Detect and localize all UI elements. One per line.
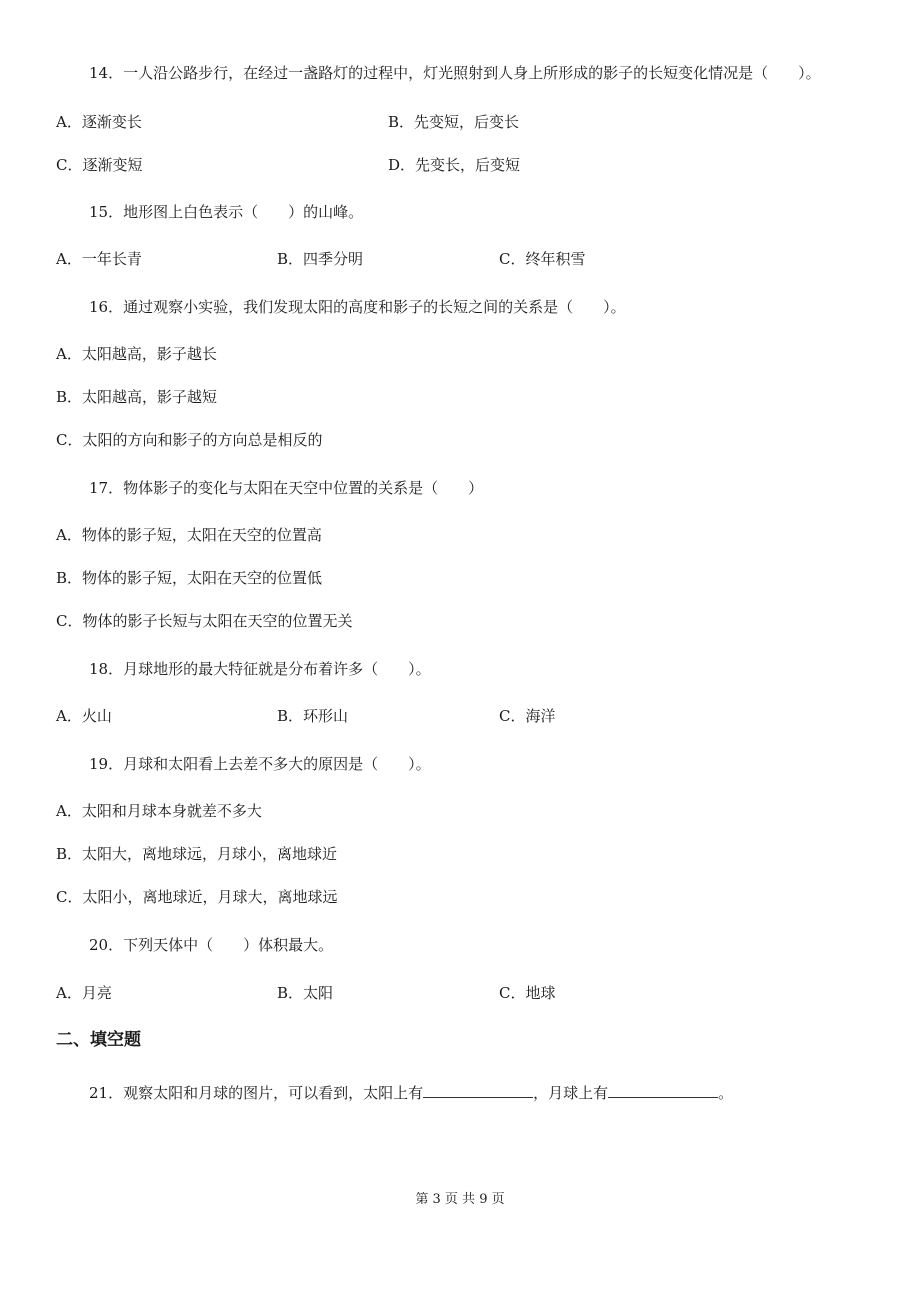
answer-blank-moon[interactable] — [608, 1083, 718, 1098]
page-number-footer: 第 3 页 共 9 页 — [415, 1192, 505, 1207]
question-16-stem: 16．通过观察小实验，我们发现太阳的高度和影子的长短之间的关系是（ ）。 — [89, 298, 626, 316]
question-20-option-a: A．月亮 — [56, 984, 112, 1002]
question-19-option-c: C．太阳小，离地球近，月球大，离地球远 — [56, 888, 338, 906]
question-14-stem: 14．一人沿公路步行，在经过一盏路灯的过程中，灯光照射到人身上所形成的影子的长短变化情况是（ ）。 — [89, 64, 821, 82]
question-17-option-c: C．物体的影子长短与太阳在天空的位置无关 — [56, 612, 353, 630]
question-14-option-d: D．先变长，后变短 — [388, 156, 521, 174]
question-18-stem: 18．月球地形的最大特征就是分布着许多（ ）。 — [89, 660, 431, 678]
question-17-stem: 17．物体影子的变化与太阳在天空中位置的关系是（ ） — [89, 479, 484, 497]
answer-blank-sun[interactable] — [423, 1083, 533, 1098]
section-title-fill-in-blank: 二、填空题 — [56, 1030, 141, 1050]
question-20-option-b: B．太阳 — [277, 984, 334, 1002]
question-14-option-a: A．逐渐变长 — [56, 113, 142, 131]
question-20-stem: 20．下列天体中（ ）体积最大。 — [89, 936, 334, 954]
question-18-option-b: B．环形山 — [277, 707, 349, 725]
question-16-option-a: A．太阳越高，影子越长 — [56, 345, 217, 363]
question-20-option-c: C．地球 — [499, 984, 556, 1002]
question-21-part3: 。 — [718, 1084, 734, 1102]
question-15-option-b: B．四季分明 — [277, 250, 364, 268]
question-14-option-c: C．逐渐变短 — [56, 156, 143, 174]
question-21-part1: 21．观察太阳和月球的图片，可以看到，太阳上有 — [89, 1084, 424, 1102]
question-14-option-b: B．先变短，后变长 — [388, 113, 520, 131]
question-17-option-a: A．物体的影子短，太阳在天空的位置高 — [56, 526, 322, 544]
question-17-option-b: B．物体的影子短，太阳在天空的位置低 — [56, 569, 323, 587]
question-19-option-b: B．太阳大，离地球远，月球小，离地球近 — [56, 845, 338, 863]
question-15-option-a: A．一年长青 — [56, 250, 142, 268]
question-21 — [89, 1083, 733, 1103]
question-19-option-a: A．太阳和月球本身就差不多大 — [56, 802, 262, 820]
question-19-stem: 19．月球和太阳看上去差不多大的原因是（ ）。 — [89, 755, 431, 773]
question-18-option-c: C．海洋 — [499, 707, 556, 725]
question-21-part2: ，月球上有 — [533, 1084, 609, 1102]
question-16-option-b: B．太阳越高，影子越短 — [56, 388, 218, 406]
question-15-stem: 15．地形图上白色表示（ ）的山峰。 — [89, 203, 364, 221]
question-16-option-c: C．太阳的方向和影子的方向总是相反的 — [56, 431, 323, 449]
question-15-option-c: C．终年积雪 — [499, 250, 586, 268]
question-18-option-a: A．火山 — [56, 707, 112, 725]
